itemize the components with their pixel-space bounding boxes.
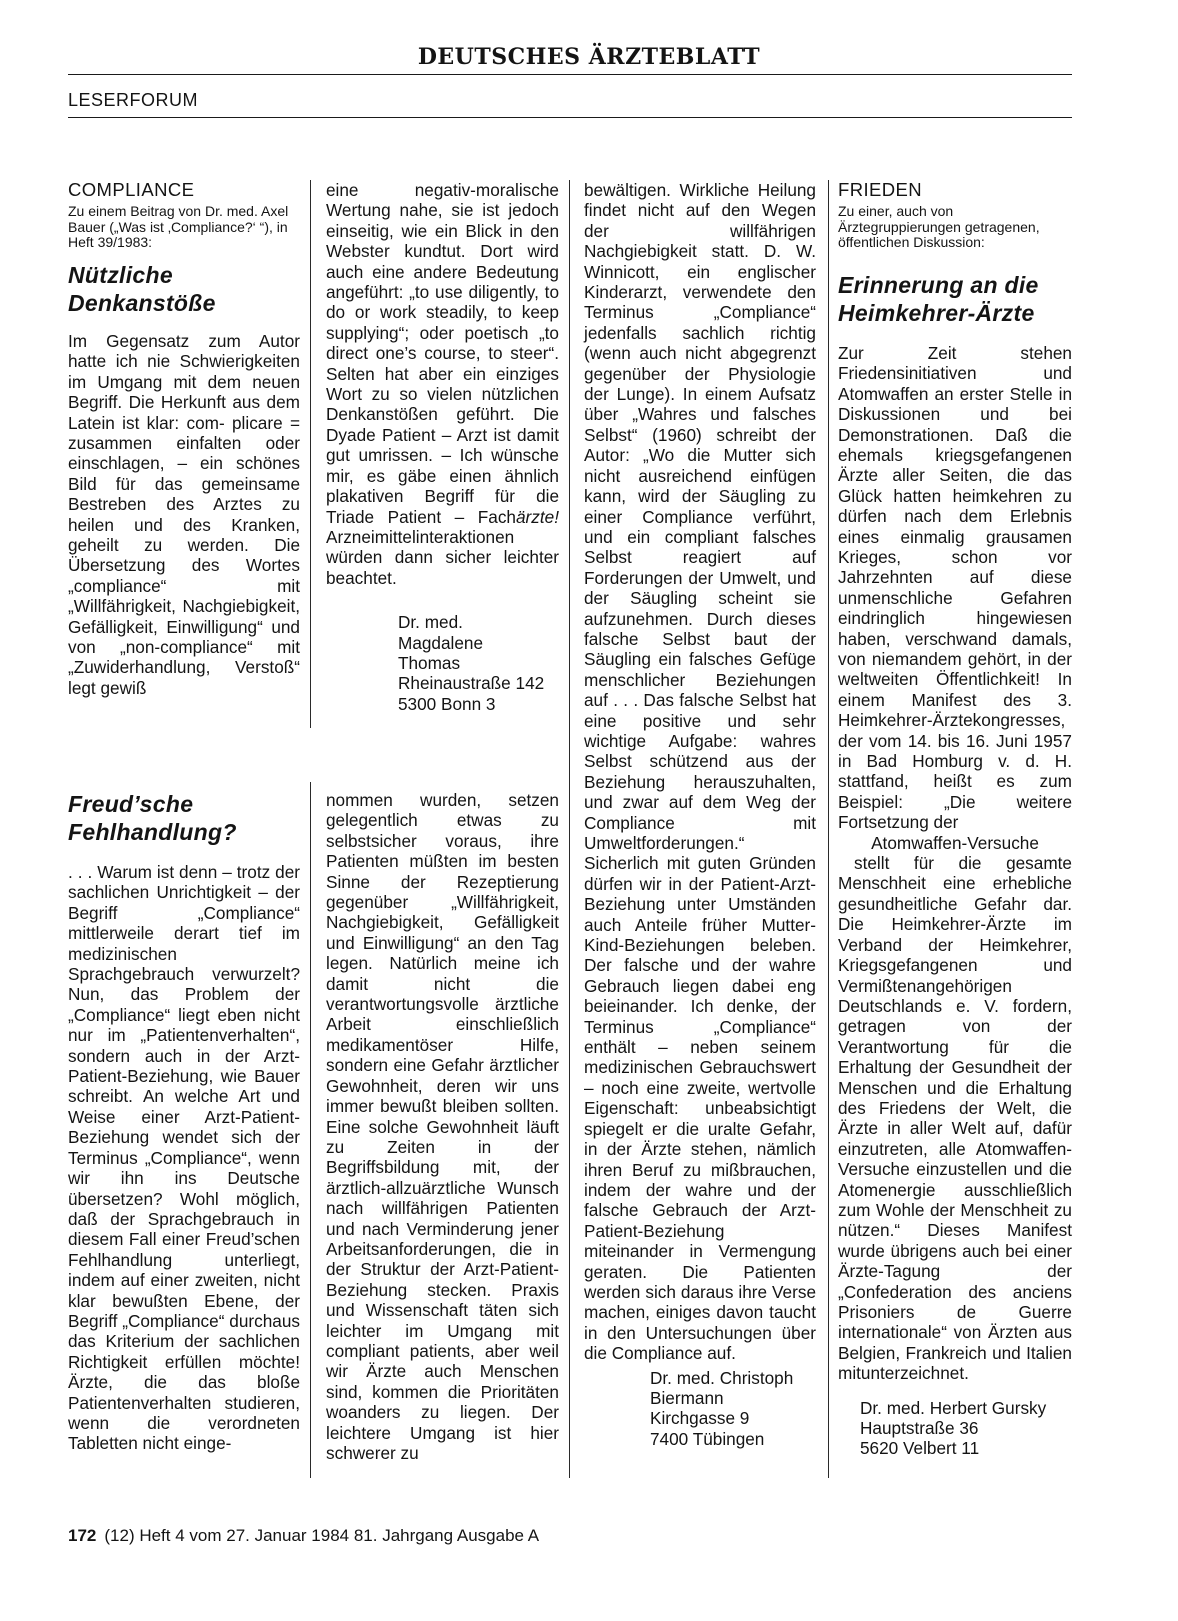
letter-1-body-emphasis: ärzte!	[516, 506, 559, 527]
column-1-top	[68, 180, 300, 698]
signature-line: Hauptstraße 36	[860, 1418, 979, 1439]
signature-thomas	[398, 612, 559, 714]
signature-line: Dr. med. Herbert Gursky	[860, 1397, 1047, 1418]
masthead: DEUTSCHES ÄRZTEBLATT	[417, 44, 761, 70]
column-3	[584, 180, 816, 1449]
column-divider-2	[310, 782, 311, 1478]
issue-info: (12) Heft 4 vom 27. Januar 1984 81. Jahrgang Ausgabe A	[104, 1526, 540, 1545]
letter-2-body-part-2: nommen wurden, setzen gelegentlich etwas zu selbstsicher voraus, ihre Patienten müßten im besten Sinne der Rezeptierung gegenüber „Willfährigkeit, Nachgiebigkeit, Gefälligkeit und Einwilligung“ an den Tag legen. Natürlich meine ich damit nicht die verantwortungsvolle ärztliche Arbeit einschließlich medikamentöser Hilfe, sondern eine Gefahr ärztlicher Gewohnheit, deren wir uns immer bewußt bleiben sollten. Eine solche Gewohnheit läuft zu Zeiten in der Begriffsbildung mit, der ärztlich-allzuärztliche Wunsch nach willfährigen Patienten und nach Verminderung jener Arbeitsanforderungen, die in der Struktur der Arzt-Patient-Beziehung stecken. Praxis und Wissenschaft täten sich leichter im Umgang mit compliant patients, aber weil wir Ärzte auch Menschen sind, kommen die Prioritäten woanders zu liegen. Der leichtere Umgang ist hier schwerer zu	[326, 790, 559, 1463]
signature-line: 5300 Bonn 3	[398, 693, 496, 714]
header-rule-bottom	[68, 117, 1072, 118]
letter-1-body-part-1: Im Gegensatz zum Autor hatte ich nie Schwierigkeiten im Umgang mit dem neuen Begriff. Die Herkunft aus dem Latein ist klar: com- plicare = zusammen einfalten oder einschlagen, – ein schönes Bild für das gemeinsame Bestreben des Arztes zu heilen und des Kranken, geheilt zu werden. Die Übersetzung des Wortes „compliance“ mit „Willfährigkeit, Nachgiebigkeit, Gefälligkeit, Einwilligung“ und von „non-compliance“ mit „Zuwiderhandlung, Verstoß“ legt gewiß	[68, 330, 300, 698]
section-title: LESERFORUM	[68, 90, 199, 110]
headline-nuetzliche-denkanstoesse: Nützliche Denkanstöße	[68, 261, 216, 316]
column-4	[838, 180, 1072, 1459]
article-intro: Zu einem Beitrag von Dr. med. Axel Bauer („Was ist ‚Compliance?‘ “), in Heft 39/1983:	[68, 203, 289, 251]
column-2-top	[326, 180, 559, 714]
header-rule-top	[68, 74, 1072, 75]
letter-2-body-part-1: . . . Warum ist denn – trotz der sachlichen Unrichtigkeit – der Begriff „Compliance“ mittlerweile derart tief im medizinischen Sprachgebrauch verwurzelt? Nun, das Problem der „Compliance“ liegt eben nicht nur im „Patientenverhalten“, sondern auch in der Arzt-Patient-Beziehung, wie Bauer schreibt. An welche Art und Weise einer Arzt-Patient-Beziehung wendet sich der Terminus „Compliance“, wenn wir ihn ins Deutsche übersetzen? Wohl möglich, daß der Sprachgebrauch in diesem Fall einer Freud’schen Fehlhandlung unterliegt, indem auf einer zweiten, nicht klar bewußten Ebene, der Begriff „Compliance“ durchaus das Kriterium der sachlichen Richtigkeit erfüllen möchte! Ärzte, die das bloße Patientenverhalten studieren, wenn die verordneten Tabletten nicht einge-	[68, 862, 300, 1454]
headline-freudsche-fehlhandlung: Freud’sche Fehlhandlung?	[68, 791, 237, 845]
column-2-bottom	[326, 790, 559, 1463]
letter-1-body-text: eine negativ-moralische Wertung nahe, sie ist jedoch einseitig, wie ein Blick in den Webster kundtut. Dort wird auch eine andere Bedeutung angeführt: „to use diligently, to do or work steadily, to keep supplying“; oder poetisch „to direct one’s course, to steer“. Selten hat aber ein einziges Wort zu so vielen nützlichen Denkanstößen geführt. Die Dyade Patient – Arzt ist damit gut umrissen. – Ich wünsche mir, es gäbe einen ähnlich plakativen Begriff für die Triade Patient – Fach	[326, 180, 559, 527]
signature-line: Rheinaustraße 142	[398, 673, 545, 694]
signature-gursky	[860, 1398, 1072, 1459]
column-divider-3	[569, 180, 570, 1478]
signature-line: 5620 Velbert 11	[860, 1438, 980, 1459]
rubric-compliance: COMPLIANCE	[68, 179, 195, 200]
signature-line: Biermann	[650, 1387, 724, 1408]
signature-line: Dr. med.	[398, 612, 463, 633]
letter-3-body-part-1: Zur Zeit stehen Friedensinitiativen und Atomwaffen an erster Stelle in Diskussionen und bei Demonstrationen. Daß die ehemals kriegsgefangenen Ärzte aller Seiten, die das Glück hatten heimkehren zu dürfen nach dem Erlebnis eines einmalig grausamen Krieges, schon vor Jahrzehnten auf diese unmenschliche Gefahren eindringlich hingewiesen haben, verschwand damals, von niemandem gehört, in der weltweiten Öffentlichkeit! In einem Manifest des 3. Heimkehrer-Ärztekongresses, der vom 14. bis 16. Juni 1957 in Bad Homburg v. d. H. stattfand, heißt es zum Beispiel: „Die weitere Fortsetzung der	[838, 342, 1072, 833]
signature-biermann	[650, 1368, 816, 1450]
letter-3-body-part-2: stellt für die gesamte Menschheit eine erhebliche gesundheitliche Gefahr dar. Die Heimkehrer-Ärzte im Verband der Heimkehrer, Kriegsgefangenen und Vermißtenangehörigen Deutschlands e. V. fordern, getragen von der Verantwortung für die Erhaltung der Gesundheit der Menschen und die Erhaltung des Friedens der Welt, die Ärzte in aller Welt auf, dafür einzutreten, alle Atomwaffen-Versuche einzustellen und die Atomenergie ausschließlich zum Wohle der Menschheit zu nützen.“ Dieses Manifest wurde übrigens auch bei einer Ärzte-Tagung der „Confederation des anciens Prisoniers de Guerre internationale“ von Ärzten aus Belgien, Frankreich und Italien mitunterzeichnet.	[838, 853, 1072, 1384]
page-footer	[68, 1526, 539, 1546]
headline-erinnerung-heimkehrer-aerzte: Erinnerung an die Heimkehrer-Ärzte	[838, 271, 1039, 326]
signature-line: Thomas	[398, 652, 461, 673]
letter-1-body-part-2	[326, 180, 559, 588]
column-divider-4	[828, 180, 829, 1478]
signature-line: Kirchgasse 9	[650, 1408, 750, 1429]
signature-line: Dr. med. Christoph	[650, 1367, 794, 1388]
letter-1-body-text-end: Arzneimittelinteraktionen würden dann sicher leichter beachtet.	[326, 526, 559, 588]
rubric-frieden: FRIEDEN	[838, 179, 922, 200]
article-intro-frieden: Zu einer, auch von Ärztegruppierungen getragenen, öffentlichen Diskussion:	[838, 203, 1040, 251]
page-number: 172	[68, 1526, 97, 1545]
signature-line: 7400 Tübingen	[650, 1428, 765, 1449]
column-1-bottom	[68, 790, 300, 1454]
column-divider-1	[310, 180, 311, 728]
manifest-quote-line: Atomwaffen-Versuche	[871, 832, 1039, 853]
letter-2-body-part-3: bewältigen. Wirkliche Heilung findet nicht auf den Wegen der willfährigen Nachgiebigkeit statt. D. W. Winnicott, ein englischer Kinderarzt, verwendete den Terminus „Compliance“ jedenfalls sachlich richtig (wenn auch nicht abgegrenzt gegenüber der Physiologie der Lunge). In einem Aufsatz über „Wahres und falsches Selbst“ (1960) schreibt der Autor: „Wo die Mutter sich nicht ausreichend einfügen kann, wird der Säugling zu einer Compliance verführt, und ein compliant falsches Selbst reagiert auf Forderungen der Umwelt, und der Säugling scheint sie aufzunehmen. Durch dieses falsche Selbst baut der Säugling ein falsches Gefüge menschlicher Beziehungen auf . . . Das falsche Selbst hat eine positive und sehr wichtige Aufgabe: wahres Selbst schützend aus der Beziehung herauszuhalten, und zwar auf dem Weg der Compliance mit Umweltforderungen.“ Sicherlich mit guten Gründen dürfen wir in der Patient-Arzt-Beziehung unter Umständen auch Anteile früher Mutter-Kind-Beziehungen beleben. Der falsche und der wahre Gebrauch liegen dabei eng beieinander. Ich denke, der Terminus „Compliance“ enthält – neben seinem medizinischen Gebrauchswert – noch eine zweite, wertvolle Eigenschaft: unbeabsichtigt spiegelt er die uralte Gefahr, in der Ärzte stehen, nämlich ihren Beruf zu mißbrauchen, indem der wahre und der falsche Gebrauch der Arzt-Patient-Beziehung miteinander in Vermengung geraten. Die Patienten werden sich daraus ihre Verse machen, einiges davon taucht in den Untersuchungen über die Compliance auf.	[584, 180, 816, 1364]
signature-line: Magdalene	[398, 632, 484, 653]
